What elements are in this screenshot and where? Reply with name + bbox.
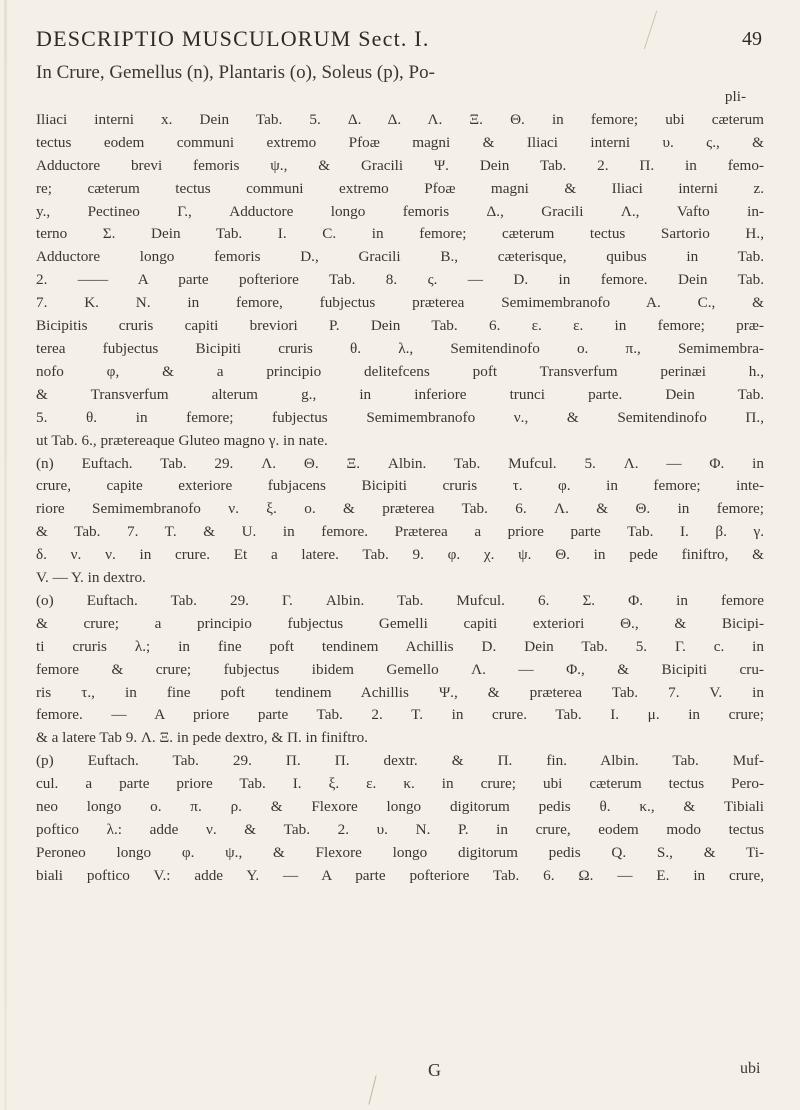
footnote-line: neo longo ο. π. ρ. & Flexore longo digitorum pedis θ. κ., & Tibiali	[36, 798, 764, 816]
running-title: DESCRIPTIO MUSCULORUM Sect. I.	[36, 26, 430, 51]
footnote-line: V. — Y. in dextro.	[36, 569, 146, 587]
text-line: Adductore brevi femoris ψ., & Gracili Ψ. Dein Tab. 2. Π. in femo-	[36, 156, 764, 174]
text-line: In Crure, Gemellus (n), Plantaris (o), Soleus (p), Po-	[36, 62, 435, 83]
footnote-line: ti cruris λ.; in fine poft tendinem Achillis D. Dein Tab. 5. Γ. c. in	[36, 637, 764, 655]
footnote-line: (n) Euftach. Tab. 29. Λ. Θ. Ξ. Albin. Tab. Mufcul. 5. Λ. — Φ. in	[36, 454, 764, 472]
footnote-line: & crure; a principio fubjectus Gemelli capiti exteriori Θ., & Bicipi-	[36, 614, 764, 632]
footnote-line: & a latere Tab 9. Λ. Ξ. in pede dextro, & Π. in finiftro.	[36, 729, 368, 747]
footnote-line: biali poftico V.: adde Y. — A parte pofteriore Tab. 6. Ω. — E. in crure,	[36, 866, 764, 884]
text-line: Bicipitis cruris capiti breviori P. Dein Tab. 6. ε. ε. in femore; præ-	[36, 317, 764, 335]
text-line: y., Pectineo Γ., Adductore longo femoris Δ., Gracili Λ., Vafto in-	[36, 202, 764, 220]
footnote-line: femore & crure; fubjectus ibidem Gemello Λ. — Φ., & Bicipiti cru-	[36, 660, 764, 678]
footnote-line: ris τ., in fine poft tendinem Achillis Ψ., & præterea Tab. 7. V. in	[36, 683, 764, 701]
text-line: ut Tab. 6., prætereaque Gluteo magno γ. in nate.	[36, 431, 328, 449]
footnote-line: & Tab. 7. T. & U. in femore. Præterea a priore parte Tab. I. β. γ.	[36, 523, 764, 541]
text-line: Iliaci interni x. Dein Tab. 5. Δ. Δ. Λ. Ξ. Θ. in femore; ubi cæterum	[36, 110, 764, 128]
page-number: 49	[742, 28, 762, 50]
pencil-mark	[368, 1075, 376, 1104]
footnote-line: cul. a parte priore Tab. I. ξ. ε. κ. in crure; ubi cæterum tectus Pero-	[36, 775, 764, 793]
text-line: & Transverfum alterum g., in inferiore trunci parte. Dein Tab.	[36, 385, 764, 403]
catchword: ubi	[740, 1060, 761, 1077]
text-body	[36, 60, 764, 888]
text-line: nofo φ, & a principio delitefcens poft Transverfum perinæi h.,	[36, 362, 764, 380]
text-line: 2. —— A parte pofteriore Tab. 8. ς. — D. in femore. Dein Tab.	[36, 271, 764, 289]
text-line: re; cæterum tectus communi extremo Pfoæ magni & Iliaci interni z.	[36, 179, 764, 197]
text-line: terea fubjectus Bicipiti cruris θ. λ., Semitendinofo ο. π., Semimembra-	[36, 339, 764, 357]
footnote-line: poftico λ.: adde ν. & Tab. 2. υ. N. P. in crure, eodem modo tectus	[36, 821, 764, 838]
text-line: pli-	[724, 88, 746, 105]
footnote-line: riore Semimembranofo ν. ξ. ο. & præterea Tab. 6. Λ. & Θ. in femore;	[36, 500, 764, 518]
footnote-line: crure, capite exteriore fubjacens Bicipiti cruris τ. φ. in femore; inte-	[36, 477, 764, 495]
text-line: 7. K. N. in femore, fubjectus præterea Semimembranofo A. C., &	[36, 294, 764, 312]
text-line: Adductore longo femoris D., Gracili B., cæterisque, quibus in Tab.	[36, 248, 764, 266]
footnote-line: (p) Euftach. Tab. 29. Π. Π. dextr. & Π. fin. Albin. Tab. Muf-	[36, 752, 764, 770]
text-line: tectus eodem communi extremo Pfoæ magni & Iliaci interni υ. ς., &	[36, 133, 764, 151]
text-line: 5. θ. in femore; fubjectus Semimembranofo ν., & Semitendinofo Π.,	[36, 408, 764, 426]
signature-mark: G	[428, 1060, 441, 1080]
footnote-line: femore. — A priore parte Tab. 2. T. in crure. Tab. I. μ. in crure;	[36, 706, 764, 724]
text-line: terno Σ. Dein Tab. I. C. in femore; cæterum tectus Sartorio H.,	[36, 225, 764, 243]
footnote-line: Peroneo longo φ. ψ., & Flexore longo digitorum pedis Q. S., & Ti-	[36, 843, 764, 861]
page-header	[36, 26, 766, 60]
footnote-line: δ. ν. ν. in crure. Et a latere. Tab. 9. φ. χ. ψ. Θ. in pede finiftro, &	[36, 546, 764, 564]
footnote-line: (o) Euftach. Tab. 29. Γ. Albin. Tab. Mufcul. 6. Σ. Φ. in femore	[36, 591, 764, 609]
page-edge-shading	[4, 0, 7, 1110]
